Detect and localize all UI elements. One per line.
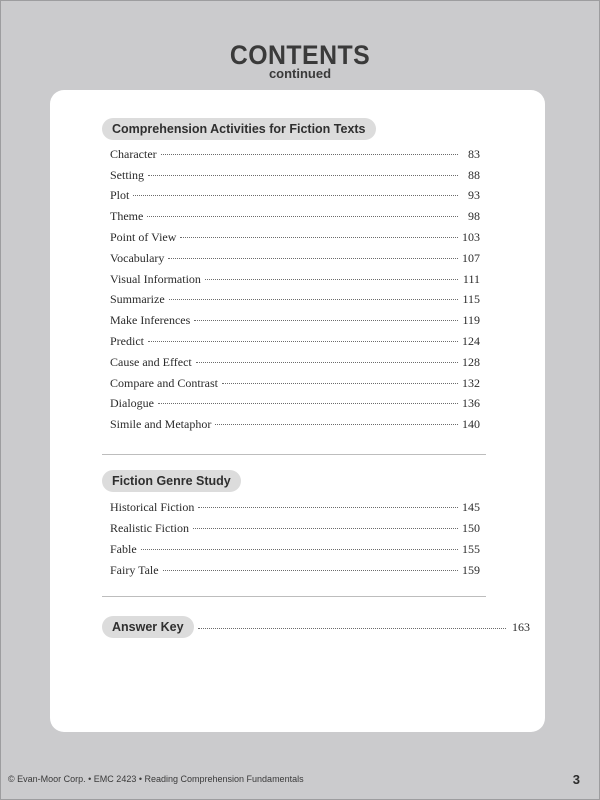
page-title: CONTENTS bbox=[229, 40, 371, 70]
toc-entry-label: Fairy Tale bbox=[110, 563, 159, 577]
toc-entry-label: Visual Information bbox=[110, 272, 201, 286]
toc-entry[interactable] bbox=[110, 498, 480, 516]
toc-entry-page: 163 bbox=[512, 619, 530, 634]
toc-entry-page: 132 bbox=[462, 376, 480, 390]
section-heading-answer-key: Answer Key bbox=[102, 616, 194, 638]
dot-leader bbox=[168, 258, 458, 259]
toc-entry-page: 159 bbox=[462, 563, 480, 577]
toc-entry-label: Dialogue bbox=[110, 396, 154, 410]
toc-entry-label: Simile and Metaphor bbox=[110, 417, 212, 431]
dot-leader bbox=[205, 279, 458, 280]
toc-entry[interactable] bbox=[110, 290, 480, 308]
toc-entry-page: 136 bbox=[462, 396, 480, 410]
toc-entry-page: 83 bbox=[468, 147, 480, 161]
toc-entry[interactable] bbox=[110, 519, 480, 537]
toc-entry-page: 124 bbox=[462, 334, 480, 348]
section-divider bbox=[102, 454, 486, 455]
toc-entry-answer-key[interactable] bbox=[102, 616, 530, 638]
toc-entry[interactable] bbox=[110, 415, 480, 433]
toc-entry-page: 145 bbox=[462, 500, 480, 514]
toc-entry[interactable] bbox=[110, 166, 480, 184]
toc-entry[interactable] bbox=[110, 145, 480, 163]
toc-entry-label: Summarize bbox=[110, 292, 165, 306]
toc-entry[interactable] bbox=[110, 249, 480, 267]
page-number: 3 bbox=[572, 772, 580, 787]
dot-leader bbox=[158, 403, 458, 404]
toc-entry-label: Plot bbox=[110, 188, 130, 202]
toc-entry[interactable] bbox=[110, 311, 480, 329]
dot-leader bbox=[180, 237, 458, 238]
toc-entry-page: 111 bbox=[462, 272, 480, 286]
toc-entry-page: 128 bbox=[462, 355, 480, 369]
toc-entry[interactable] bbox=[110, 332, 480, 350]
toc-entry[interactable] bbox=[110, 207, 480, 225]
toc-entry[interactable] bbox=[110, 374, 480, 392]
dot-leader bbox=[141, 549, 458, 550]
dot-leader bbox=[198, 507, 458, 508]
dot-leader bbox=[148, 175, 458, 176]
toc-entry-page: 93 bbox=[468, 188, 480, 202]
dot-leader bbox=[198, 628, 506, 629]
toc-entry[interactable] bbox=[110, 540, 480, 558]
toc-entry-page: 107 bbox=[462, 251, 480, 265]
section-heading-fiction-activities: Comprehension Activities for Fiction Texts bbox=[102, 118, 376, 140]
toc-entry[interactable] bbox=[110, 228, 480, 246]
toc-entry-label: Theme bbox=[110, 209, 144, 223]
toc-entry[interactable] bbox=[110, 270, 480, 288]
toc-entry-label: Vocabulary bbox=[110, 251, 165, 265]
contents-heading bbox=[1, 41, 599, 80]
dot-leader bbox=[193, 528, 458, 529]
toc-entry-label: Cause and Effect bbox=[110, 355, 192, 369]
dot-leader bbox=[196, 362, 458, 363]
footer-credit: © Evan-Moor Corp. • EMC 2423 • Reading Comprehension Fundamentals bbox=[8, 774, 304, 784]
toc-entry-label: Setting bbox=[110, 168, 145, 182]
toc-entry-label: Predict bbox=[110, 334, 144, 348]
toc-entry-page: 98 bbox=[468, 209, 480, 223]
toc-entry-label: Character bbox=[110, 147, 157, 161]
dot-leader bbox=[194, 320, 458, 321]
toc-entry-label: Compare and Contrast bbox=[110, 376, 218, 390]
toc-entry-label: Make Inferences bbox=[110, 313, 191, 327]
dot-leader bbox=[148, 341, 458, 342]
dot-leader bbox=[169, 299, 458, 300]
toc-entry-page: 140 bbox=[462, 417, 480, 431]
toc-entry-label: Point of View bbox=[110, 230, 177, 244]
toc-entry-page: 115 bbox=[462, 292, 480, 306]
toc-entry-page: 150 bbox=[462, 521, 480, 535]
toc-entry[interactable] bbox=[110, 186, 480, 204]
page-subtitle: continued bbox=[268, 66, 332, 81]
toc-entry-page: 119 bbox=[462, 313, 480, 327]
toc-entry[interactable] bbox=[110, 561, 480, 579]
dot-leader bbox=[161, 154, 458, 155]
dot-leader bbox=[133, 195, 458, 196]
toc-entry-label: Historical Fiction bbox=[110, 500, 195, 514]
toc-entry-page: 88 bbox=[468, 168, 480, 182]
section-divider bbox=[102, 596, 486, 597]
dot-leader bbox=[215, 424, 458, 425]
dot-leader bbox=[163, 570, 458, 571]
toc-entry-label: Fable bbox=[110, 542, 137, 556]
toc-entry-page: 155 bbox=[462, 542, 480, 556]
section-heading-genre-study: Fiction Genre Study bbox=[102, 470, 241, 492]
dot-leader bbox=[147, 216, 458, 217]
toc-entry-label: Realistic Fiction bbox=[110, 521, 189, 535]
dot-leader bbox=[222, 383, 458, 384]
contents-card bbox=[50, 90, 545, 732]
toc-entry[interactable] bbox=[110, 353, 480, 371]
toc-entry-page: 103 bbox=[462, 230, 480, 244]
toc-entry[interactable] bbox=[110, 394, 480, 412]
